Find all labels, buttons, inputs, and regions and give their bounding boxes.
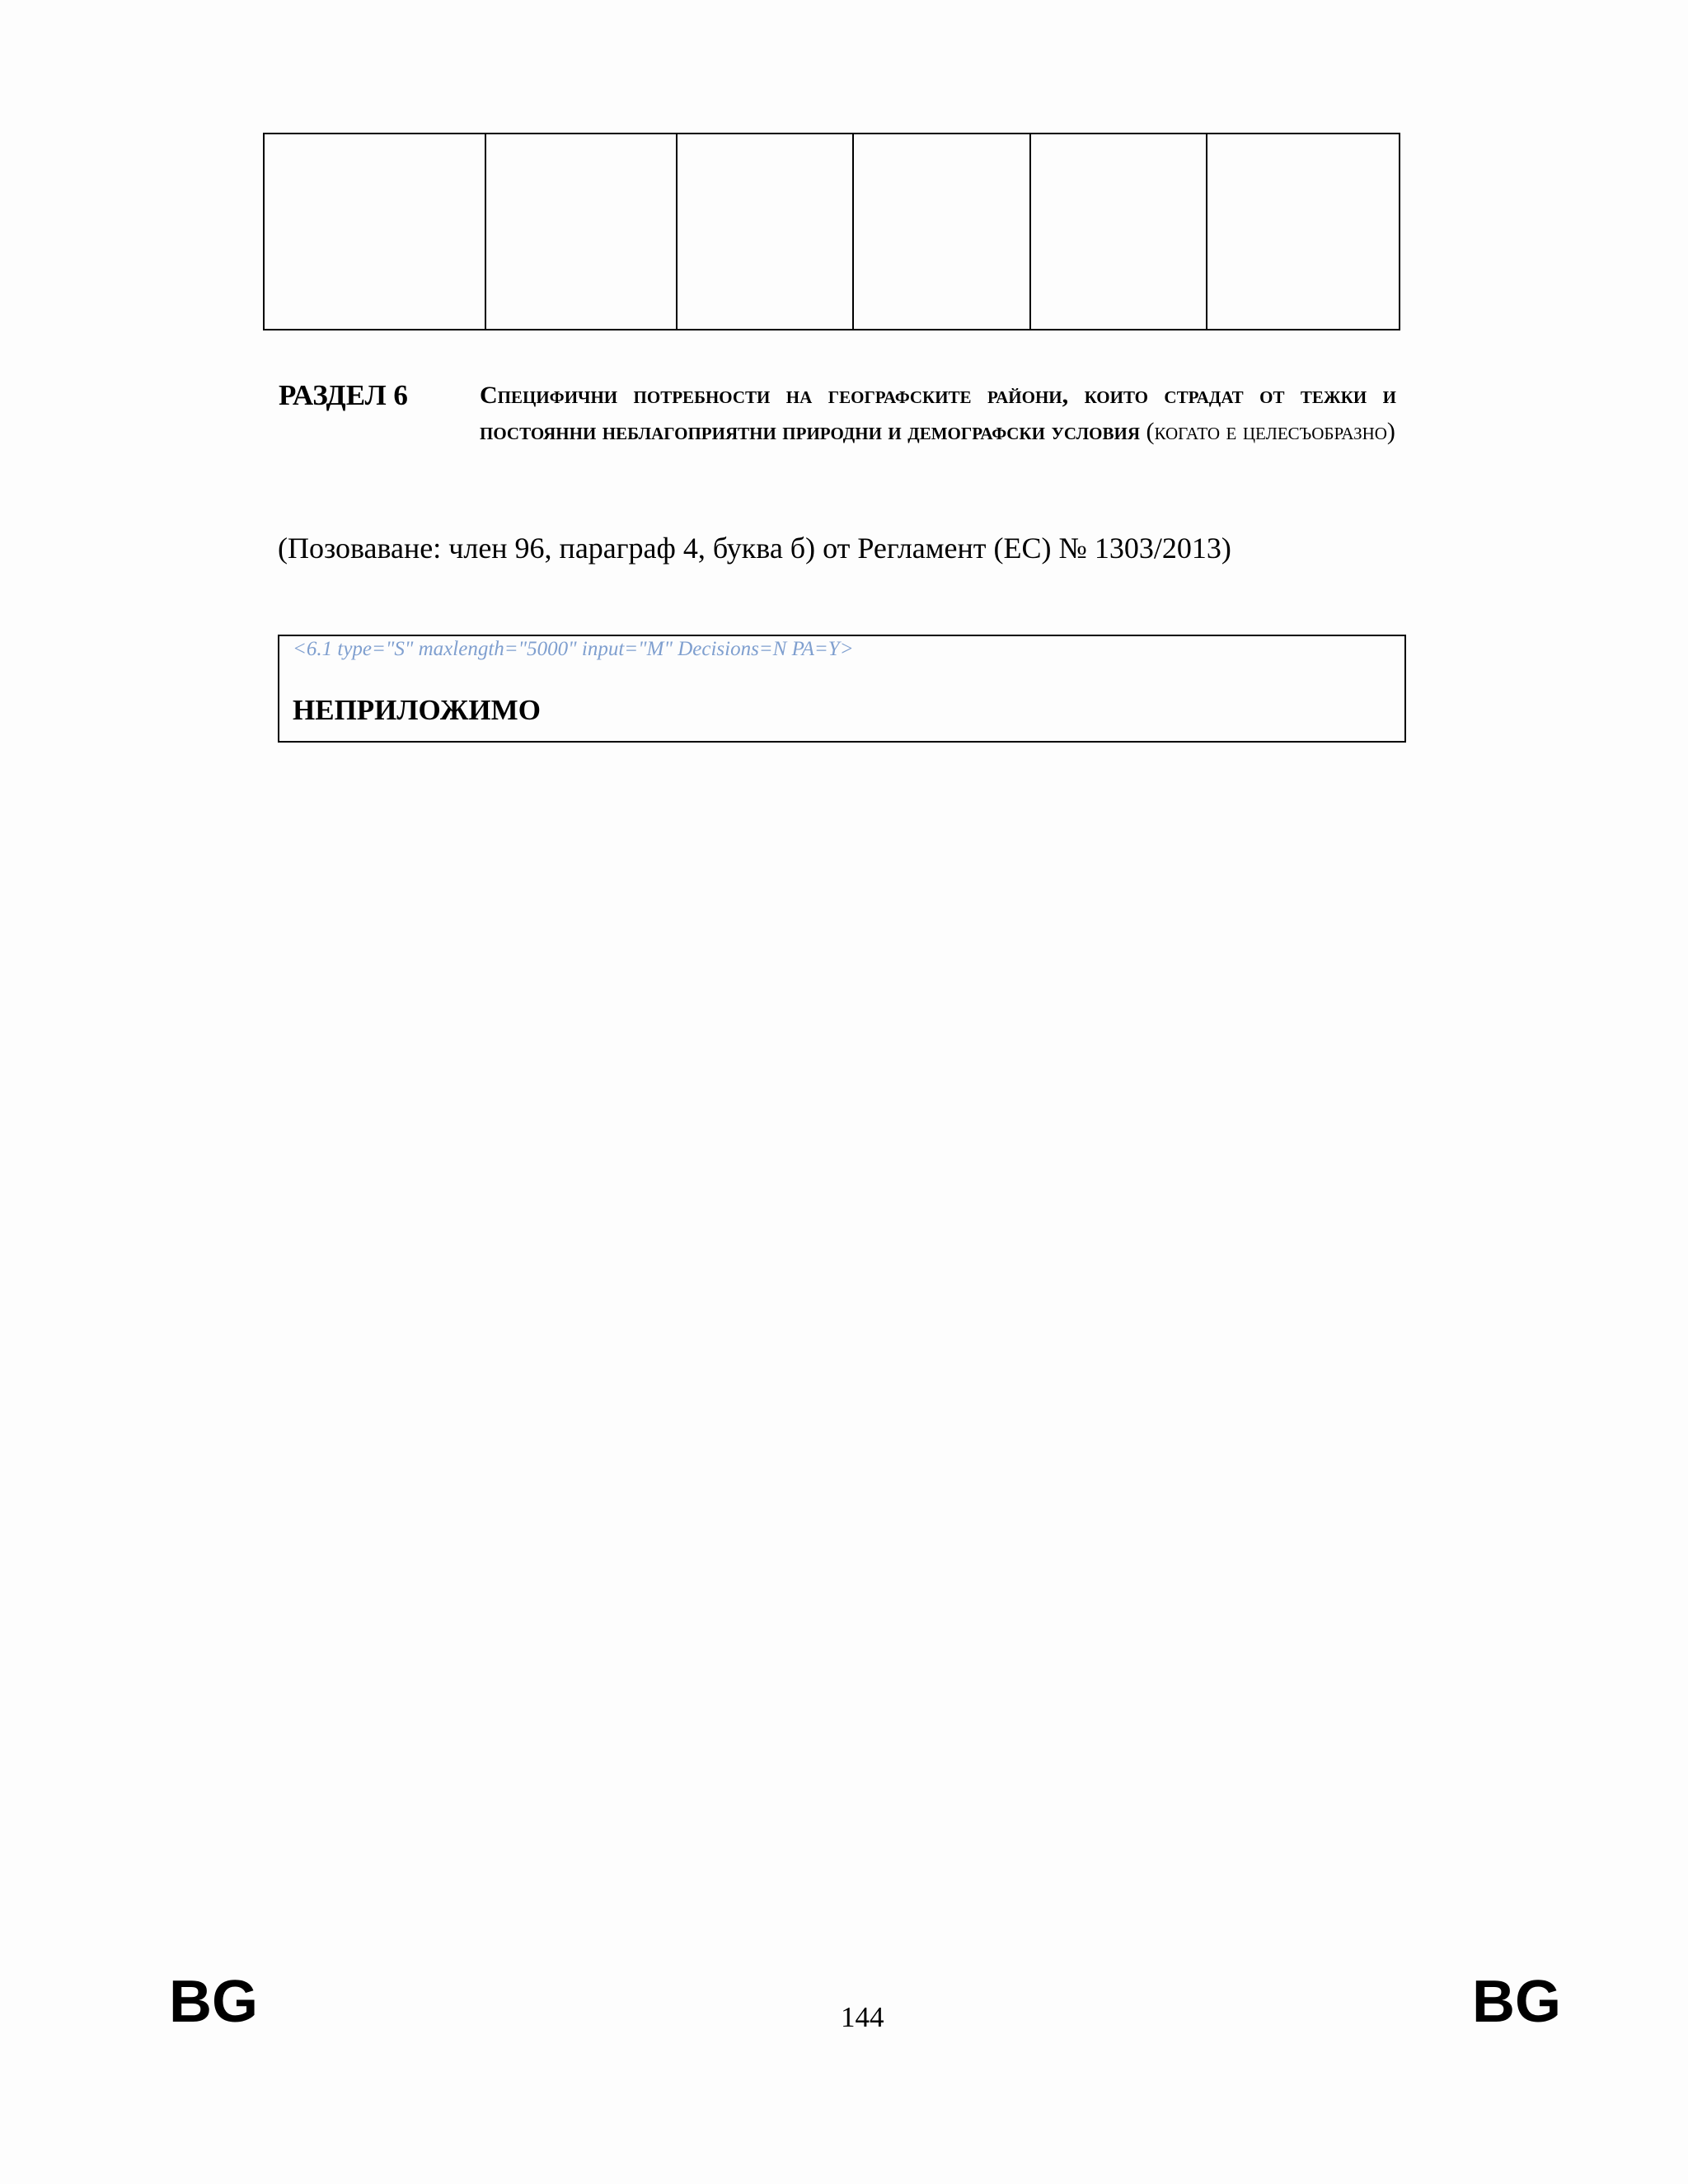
section-label: РАЗДЕЛ 6 xyxy=(279,379,408,411)
regulation-reference: (Позоваване: член 96, параграф 4, буква б) от Регламент (ЕС) № 1303/2013) xyxy=(278,532,1231,565)
page-number: 144 xyxy=(841,2001,884,2033)
field-tag: <6.1 type="S" maxlength="5000" input="M" Decisions=N PA=Y> xyxy=(293,638,854,660)
section-title-text: Специфични потребности на географските райони, които страдат от тежки и постоянни неблагоприятни природни и демографски условия xyxy=(480,382,1396,445)
empty-table xyxy=(263,133,1400,330)
table-cell xyxy=(677,134,853,330)
section-title xyxy=(480,377,1396,450)
field-value: НЕПРИЛОЖИМО xyxy=(293,694,541,726)
language-code-left: BG xyxy=(169,1969,258,2035)
table-row xyxy=(264,134,1400,330)
table-cell xyxy=(1207,134,1400,330)
section-title-note: (когато е целесъобразно) xyxy=(1146,418,1395,445)
table-cell xyxy=(1030,134,1207,330)
table-cell xyxy=(485,134,677,330)
language-code-right: BG xyxy=(1472,1969,1561,2035)
table-cell xyxy=(264,134,485,330)
table-cell xyxy=(853,134,1030,330)
field-box xyxy=(278,635,1406,743)
